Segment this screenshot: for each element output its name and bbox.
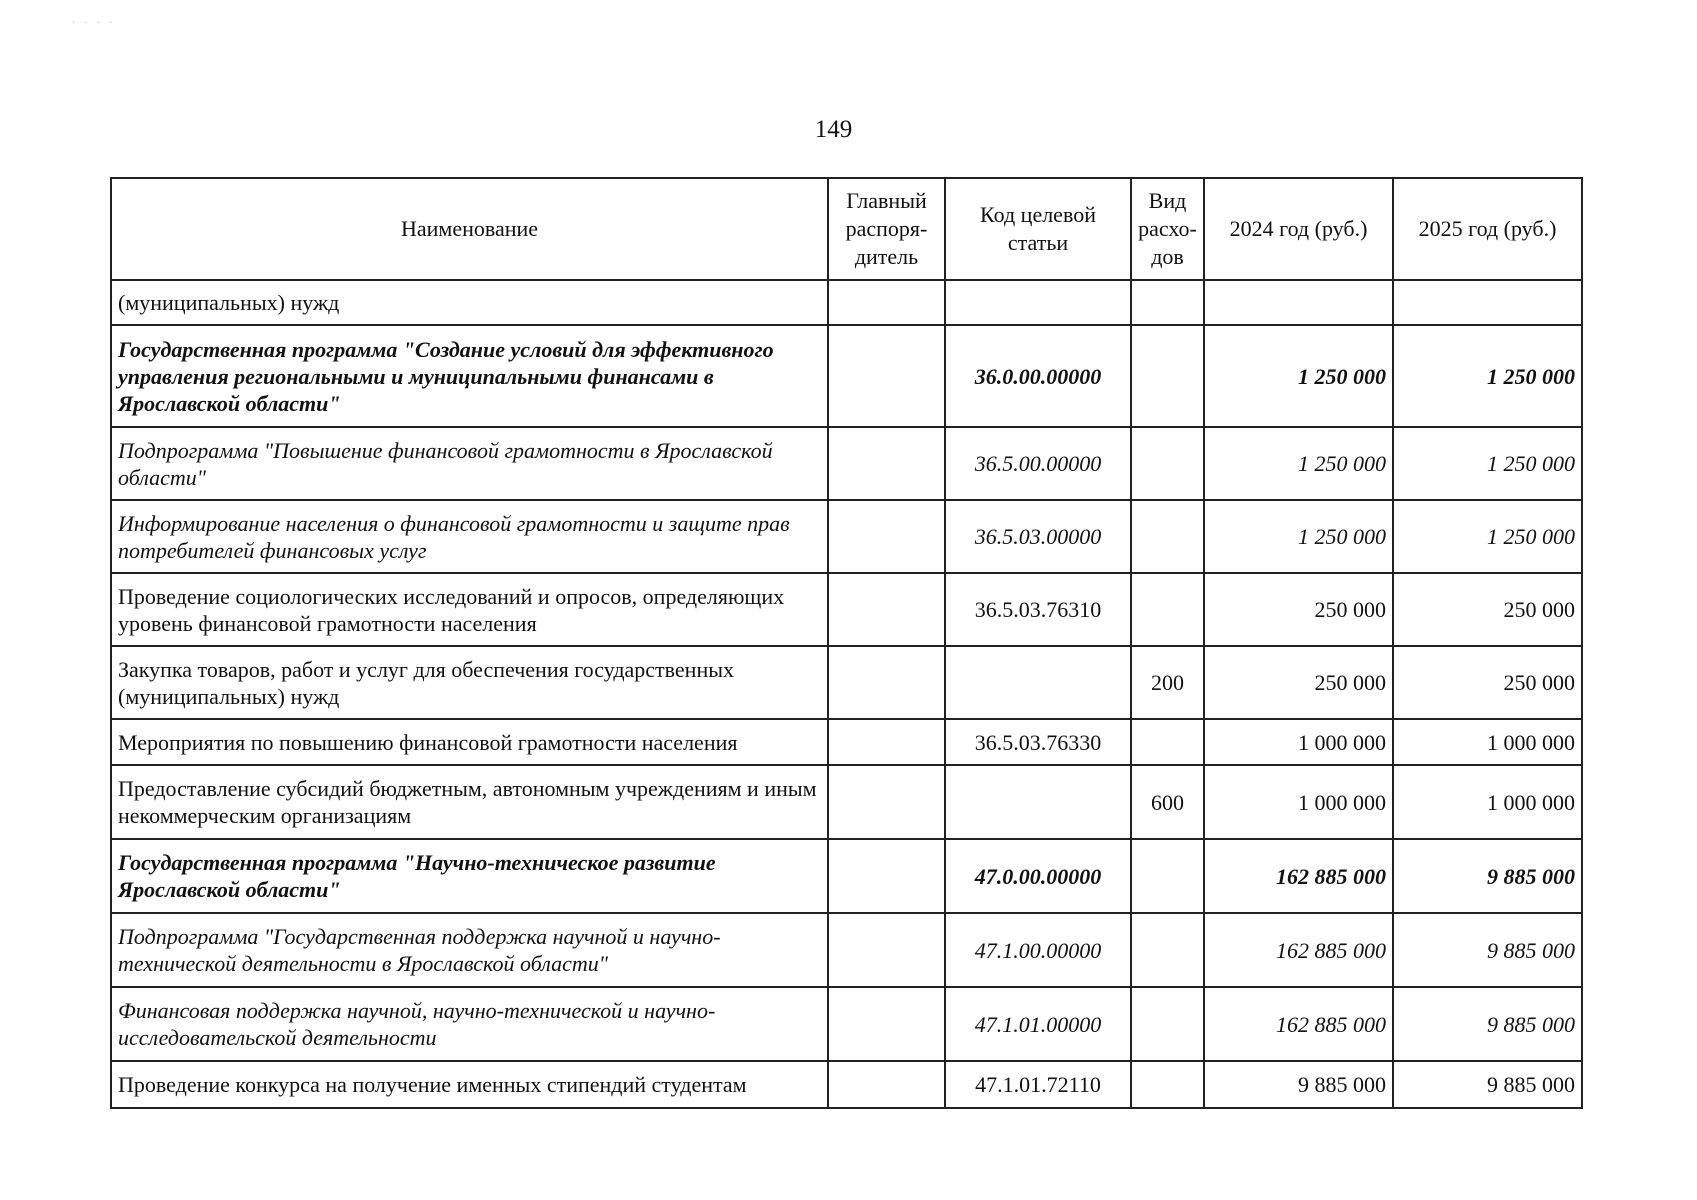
row-name: Проведение конкурса на получение именных стипендий студентам [111,1061,828,1108]
row-code: 36.5.00.00000 [945,427,1131,500]
row-code [945,280,1131,325]
row-2025: 1 250 000 [1393,325,1582,427]
table-row [111,719,1582,765]
row-code: 36.5.03.76310 [945,573,1131,646]
row-kind [1131,839,1204,913]
row-code: 47.1.01.72110 [945,1061,1131,1108]
row-kind [1131,325,1204,427]
row-name: Мероприятия по повышению финансовой грамотности населения [111,719,828,765]
header-2024: 2024 год (руб.) [1204,178,1393,280]
row-name: (муниципальных) нужд [111,280,828,325]
row-2024: 1 000 000 [1204,719,1393,765]
row-name: Подпрограмма "Повышение финансовой грамотности в Ярославской области" [111,427,828,500]
budget-table [110,177,1583,1109]
row-kind [1131,500,1204,573]
row-2024: 1 250 000 [1204,427,1393,500]
table-row [111,280,1582,325]
row-kind: 600 [1131,765,1204,839]
row-name: Государственная программа "Создание условий для эффективного управления региональными и муниципальными финансами в Ярославской области" [111,325,828,427]
row-kind [1131,719,1204,765]
row-code: 36.5.03.00000 [945,500,1131,573]
row-2024: 162 885 000 [1204,987,1393,1061]
header-code: Код целевой статьи [945,178,1131,280]
row-2024: 250 000 [1204,646,1393,719]
row-2025 [1393,280,1582,325]
row-kind [1131,1061,1204,1108]
row-manager [828,913,945,987]
row-2025: 1 000 000 [1393,765,1582,839]
row-2025: 9 885 000 [1393,987,1582,1061]
row-code: 47.1.00.00000 [945,913,1131,987]
row-2024: 1 250 000 [1204,325,1393,427]
page-number: 149 [814,116,853,143]
row-name: Государственная программа "Научно-техническое развитие Ярославской области" [111,839,828,913]
row-manager [828,280,945,325]
row-2025: 1 000 000 [1393,719,1582,765]
header-2025: 2025 год (руб.) [1393,178,1582,280]
scan-artifact: · · · · [72,18,116,29]
row-2024: 162 885 000 [1204,839,1393,913]
row-kind [1131,913,1204,987]
row-name: Финансовая поддержка научной, научно-технической и научно-исследовательской деятельности [111,987,828,1061]
row-2025: 9 885 000 [1393,913,1582,987]
row-manager [828,500,945,573]
row-kind: 200 [1131,646,1204,719]
row-2024: 250 000 [1204,573,1393,646]
row-code [945,765,1131,839]
row-2025: 1 250 000 [1393,500,1582,573]
table-row-program [111,325,1582,427]
row-2025: 9 885 000 [1393,839,1582,913]
row-2024: 162 885 000 [1204,913,1393,987]
row-kind [1131,987,1204,1061]
row-code: 36.5.03.76330 [945,719,1131,765]
table-row-event [111,987,1582,1061]
table-row-program [111,839,1582,913]
table-header-row [111,178,1582,280]
header-kind: Вид расхо-дов [1131,178,1204,280]
row-code [945,646,1131,719]
row-manager [828,427,945,500]
row-manager [828,765,945,839]
row-name: Закупка товаров, работ и услуг для обеспечения государственных (муниципальных) нужд [111,646,828,719]
row-2024: 1 250 000 [1204,500,1393,573]
row-name: Информирование населения о финансовой грамотности и защите прав потребителей финансовых услуг [111,500,828,573]
table-row [111,1061,1582,1108]
row-manager [828,325,945,427]
table-row-subprogram [111,913,1582,987]
header-manager: Главный распоря-дитель [828,178,945,280]
row-manager [828,839,945,913]
row-name: Предоставление субсидий бюджетным, автономным учреждениям и иным некоммерческим организациям [111,765,828,839]
row-manager [828,719,945,765]
row-2024: 1 000 000 [1204,765,1393,839]
row-kind [1131,427,1204,500]
row-2025: 250 000 [1393,646,1582,719]
row-manager [828,987,945,1061]
row-manager [828,573,945,646]
row-name: Подпрограмма "Государственная поддержка научной и научно-технической деятельности в Ярославской области" [111,913,828,987]
table-row [111,573,1582,646]
row-2025: 250 000 [1393,573,1582,646]
row-kind [1131,280,1204,325]
table-row-subprogram [111,427,1582,500]
table-row [111,765,1582,839]
row-name: Проведение социологических исследований и опросов, определяющих уровень финансовой грамотности населения [111,573,828,646]
row-code: 47.0.00.00000 [945,839,1131,913]
row-code: 36.0.00.00000 [945,325,1131,427]
table-row-event [111,500,1582,573]
header-name: Наименование [111,178,828,280]
row-manager [828,1061,945,1108]
row-2025: 9 885 000 [1393,1061,1582,1108]
row-kind [1131,573,1204,646]
row-manager [828,646,945,719]
row-code: 47.1.01.00000 [945,987,1131,1061]
row-2025: 1 250 000 [1393,427,1582,500]
row-2024: 9 885 000 [1204,1061,1393,1108]
row-2024 [1204,280,1393,325]
table-row [111,646,1582,719]
